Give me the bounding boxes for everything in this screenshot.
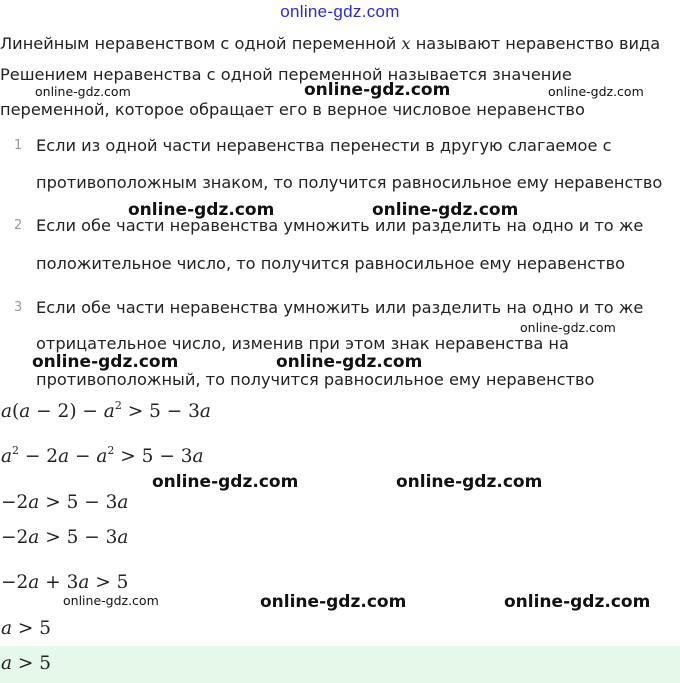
watermark: online-gdz.com [128,200,275,220]
rule-2-line-1: Если обе части неравенства умножить или разделить на одно и то же [36,216,644,235]
step-4-simplify: −2a > 5 − 3a [1,527,129,548]
site-header[interactable]: online-gdz.com [280,2,400,21]
linear-definition-prefix: Линейным неравенством с одной переменной [0,34,397,53]
watermark: online-gdz.com [276,352,423,372]
watermark: online-gdz.com [304,80,451,100]
step-5-transfer: −2a + 3a > 5 [1,572,129,593]
watermark: online-gdz.com [32,352,179,372]
linear-definition-suffix: называют неравенство вида [415,34,661,53]
rule-1-line-2: противоположным знаком, то получится равносильное ему неравенство [36,173,663,192]
step-6-result: a > 5 [1,618,52,639]
watermark: online-gdz.com [520,320,616,335]
step-3-simplify: −2a > 5 − 3a [1,492,129,513]
step-2-multiply: $a^2 - 2a - a^2 > 5 - 3a$ [1,444,204,467]
rule-3-line-1: Если обе части неравенства умножить или разделить на одно и то же [36,298,644,317]
watermark: online-gdz.com [548,84,644,99]
linear-definition [0,34,660,53]
watermark: online-gdz.com [152,472,299,492]
watermark: online-gdz.com [260,592,407,612]
rule-1-number: 1 [14,138,23,153]
watermark: online-gdz.com [504,592,651,612]
rule-3-number: 3 [14,300,23,315]
rule-1-line-1: Если из одной части неравенства перенести в другую слагаемое с [36,136,612,155]
solution-definition-line-2: переменной, которое обращает его в верное числовое неравенство [0,100,585,119]
watermark: online-gdz.com [35,84,131,99]
rule-3-line-2: отрицательное число, изменив при этом знак неравенства на [36,334,569,353]
watermark: online-gdz.com [396,472,543,492]
rule-2-number: 2 [14,218,23,233]
watermark: online-gdz.com [63,593,159,608]
step-1-expand: $a(a - 2) - a^2 > 5 - 3a$ [1,399,211,422]
variable-x: x [401,34,411,53]
watermark: online-gdz.com [372,200,519,220]
rule-3-line-3: противоположный, то получится равносильное ему неравенство [36,370,595,389]
answer-text: a > 5 [1,653,52,674]
solution-definition-line-1: Решением неравенства с одной переменной называется значение [0,65,572,84]
answer-box [0,646,680,683]
rule-2-line-2: положительное число, то получится равносильное ему неравенство [36,254,626,273]
